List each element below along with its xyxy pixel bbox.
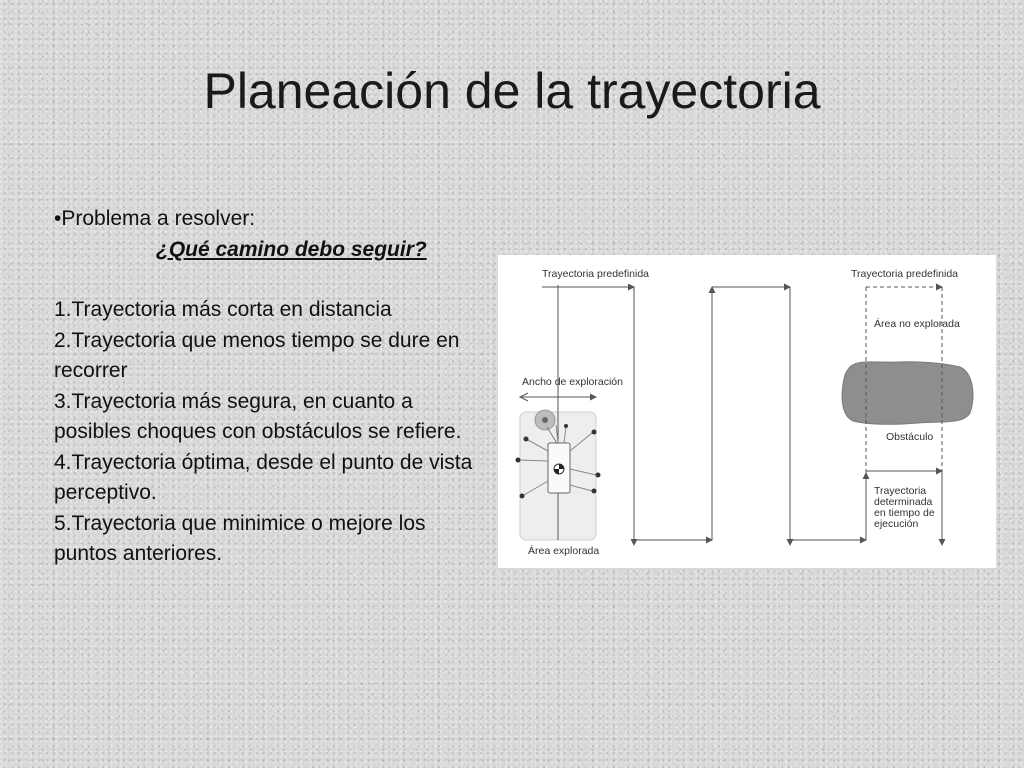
- content-text-block: [54, 204, 494, 570]
- label-determined-1: Trayectoria: [874, 485, 927, 497]
- trajectory-diagram-svg: [498, 255, 996, 568]
- label-unexplored-area: Área no explorada: [874, 318, 960, 330]
- label-exploration-width: Ancho de exploración: [522, 376, 623, 388]
- label-obstacle: Obstáculo: [886, 431, 934, 443]
- problem-label: •Problema a resolver:: [54, 207, 256, 230]
- list-item-1: 1.Trayectoria más corta en distancia: [54, 298, 392, 321]
- label-predefined-left: Trayectoria predefinida: [542, 268, 649, 280]
- trajectory-diagram: [498, 255, 996, 568]
- label-determined-3: en tiempo de: [874, 507, 935, 519]
- label-determined-2: determinada: [874, 496, 933, 508]
- slide-title: Planeación de la trayectoria: [203, 63, 821, 119]
- label-predefined-right: Trayectoria predefinida: [851, 268, 958, 280]
- question-text: ¿Qué camino debo seguir?: [156, 237, 427, 261]
- spacer: [54, 265, 494, 295]
- list-item-3: 3.Trayectoria más segura, en cuanto a posibles choques con obstáculos se refiere.: [54, 389, 462, 443]
- list-item-2: 2.Trayectoria que menos tiempo se dure en recorrer: [54, 328, 460, 382]
- obstacle-shape: [842, 362, 973, 425]
- label-determined-4: ejecución: [874, 518, 919, 530]
- label-explored-area: Área explorada: [528, 545, 600, 557]
- list-item-4: 4.Trayectoria óptima, desde el punto de vista perceptivo.: [54, 450, 473, 504]
- list-item-5: 5.Trayectoria que minimice o mejore los puntos anteriores.: [54, 511, 426, 565]
